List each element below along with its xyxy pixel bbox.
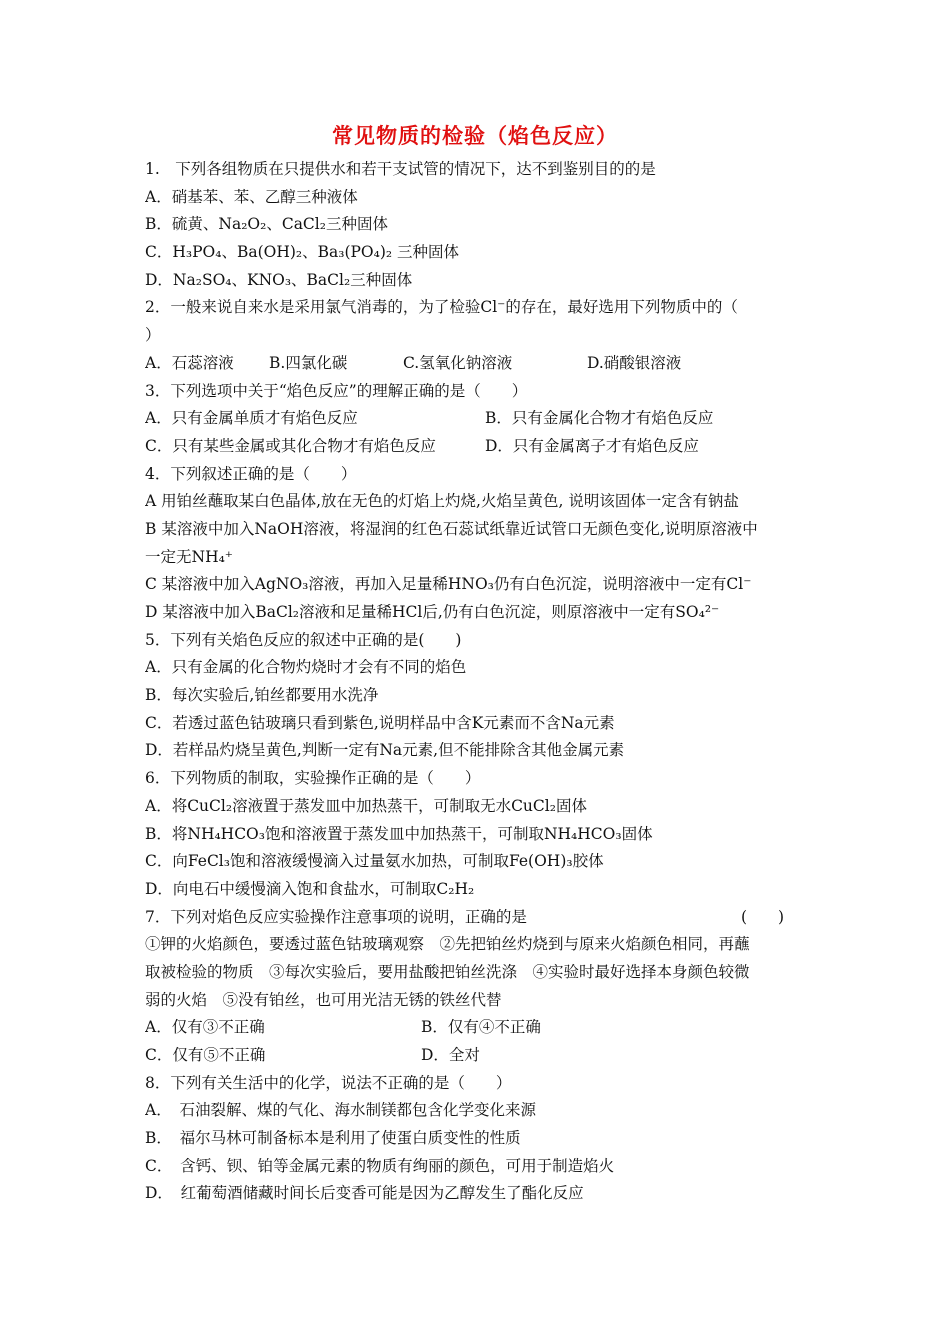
q8-option-b: B． 福尔马林可制备标本是利用了使蛋白质变性的性质 [145, 1129, 521, 1148]
q3-option-c: C．只有某些金属或其化合物才有焰色反应 [145, 436, 436, 455]
q8-option-d: D． 红葡萄酒储藏时间长后变香可能是因为乙醇发生了酯化反应 [145, 1184, 584, 1203]
q6-option-c: C．向FeCl₃饱和溶液缓慢滴入过量氨水加热，可制取Fe(OH)₃胶体 [145, 852, 604, 871]
q7-options-row-1 [145, 1014, 810, 1042]
q2-option-d: D.硝酸银溶液 [587, 353, 682, 372]
q1-option-a: A．硝基苯、苯、乙醇三种液体 [145, 187, 358, 206]
q1-stem: 1. 下列各组物质在只提供水和若干支试管的情况下，达不到鉴别目的的是 [145, 160, 656, 178]
q4-option-b: B 某溶液中加入NaOH溶液，将湿润的红色石蕊试纸靠近试管口无颜色变化,说明原溶液中 [145, 519, 758, 538]
q4-option-c: C 某溶液中加入AgNO₃溶液，再加入足量稀HNO₃仍有白色沉淀，说明溶液中一定有Cl⁻ [145, 575, 752, 594]
q8-option-a: A． 石油裂解、煤的气化、海水制镁都包含化学变化来源 [145, 1101, 536, 1120]
document-title: 常见物质的检验（焰色反应） [332, 124, 618, 148]
q3-option-d: D．只有金属离子才有焰色反应 [485, 436, 699, 455]
q5-option-a: A．只有金属的化合物灼烧时才会有不同的焰色 [145, 658, 467, 677]
q5-option-d: D．若样品灼烧呈黄色,判断一定有Na元素,但不能排除含其他金属元素 [145, 741, 625, 760]
q5-option-c: C．若透过蓝色钴玻璃只看到紫色,说明样品中含K元素而不含Na元素 [145, 713, 615, 732]
question-list [145, 156, 810, 1208]
q2-stem-continued: ） [145, 326, 161, 345]
q1-option-d: D．Na₂SO₄、KNO₃、BaCl₂三种固体 [145, 270, 413, 289]
q2-option-a: A．石蕊溶液 [145, 353, 234, 372]
q6-stem: 6．下列物质的制取，实验操作正确的是（ ） [145, 769, 481, 788]
q3-option-a: A．只有金属单质才有焰色反应 [145, 409, 358, 428]
q6-option-d: D．向电石中缓慢滴入饱和食盐水，可制取C₂H₂ [145, 879, 475, 898]
q7-option-d: D．全对 [421, 1046, 480, 1064]
q7-options-row-2 [145, 1042, 810, 1070]
q3-stem: 3．下列选项中关于“焰色反应”的理解正确的是（ ） [145, 381, 528, 400]
q3-option-b: B．只有金属化合物才有焰色反应 [485, 409, 714, 428]
q6-option-b: B．将NH₄HCO₃饱和溶液置于蒸发皿中加热蒸干，可制取NH₄HCO₃固体 [145, 824, 653, 843]
q7-answer-paren: ( ) [741, 907, 785, 926]
q1-option-c: C．H₃PO₄、Ba(OH)₂、Ba₃(PO₄)₂ 三种固体 [145, 243, 460, 262]
q7-stem: 7．下列对焰色反应实验操作注意事项的说明，正确的是 [145, 907, 527, 926]
q2-option-c: C.氢氧化钠溶液 [403, 353, 513, 372]
q4-option-a: A 用铂丝蘸取某白色晶体,放在无色的灯焰上灼烧,火焰呈黄色, 说明该固体一定含有钠盐 [145, 492, 739, 511]
q7-stem-row [145, 904, 810, 932]
q3-options-row-1 [145, 405, 810, 433]
q1-option-b: B．硫黄、Na₂O₂、CaCl₂三种固体 [145, 215, 388, 234]
q8-option-c: C． 含钙、钡、铂等金属元素的物质有绚丽的颜色，可用于制造焰火 [145, 1156, 615, 1175]
q6-option-a: A．将CuCl₂溶液置于蒸发皿中加热蒸干，可制取无水CuCl₂固体 [145, 796, 587, 815]
q2-options [145, 350, 810, 378]
q2-option-b: B.四氯化碳 [269, 353, 348, 372]
q5-option-b: B．每次实验后,铂丝都要用水洗净 [145, 686, 379, 705]
q7-statements-1: ①钾的火焰颜色，要透过蓝色钴玻璃观察 ②先把铂丝灼烧到与原来火焰颜色相同，再蘸 [145, 935, 750, 954]
q7-statements-2: 取被检验的物质 ③每次实验后，要用盐酸把铂丝洗涤 ④实验时最好选择本身颜色较微 [145, 962, 750, 981]
q4-option-d: D 某溶液中加入BaCl₂溶液和足量稀HCl后,仍有白色沉淀，则原溶液中一定有SO₄²⁻ [145, 603, 720, 621]
q2-stem: 2．一般来说自来水是采用氯气消毒的，为了检验Cl⁻的存在，最好选用下列物质中的（ [145, 298, 738, 317]
q7-option-b: B．仅有④不正确 [421, 1018, 541, 1037]
q7-option-c: C．仅有⑤不正确 [145, 1046, 266, 1064]
q4-stem: 4．下列叙述正确的是（ ） [145, 464, 357, 483]
q3-options-row-2 [145, 433, 810, 461]
q8-stem: 8．下列有关生活中的化学，说法不正确的是（ ） [145, 1073, 512, 1092]
q5-stem: 5．下列有关焰色反应的叙述中正确的是( ) [145, 630, 462, 649]
q4-option-b-continued: 一定无NH₄⁺ [145, 547, 233, 566]
q7-option-a: A．仅有③不正确 [145, 1018, 265, 1037]
q7-statements-3: 弱的火焰 ⑤没有铂丝，也可用光洁无锈的铁丝代替 [145, 990, 502, 1009]
